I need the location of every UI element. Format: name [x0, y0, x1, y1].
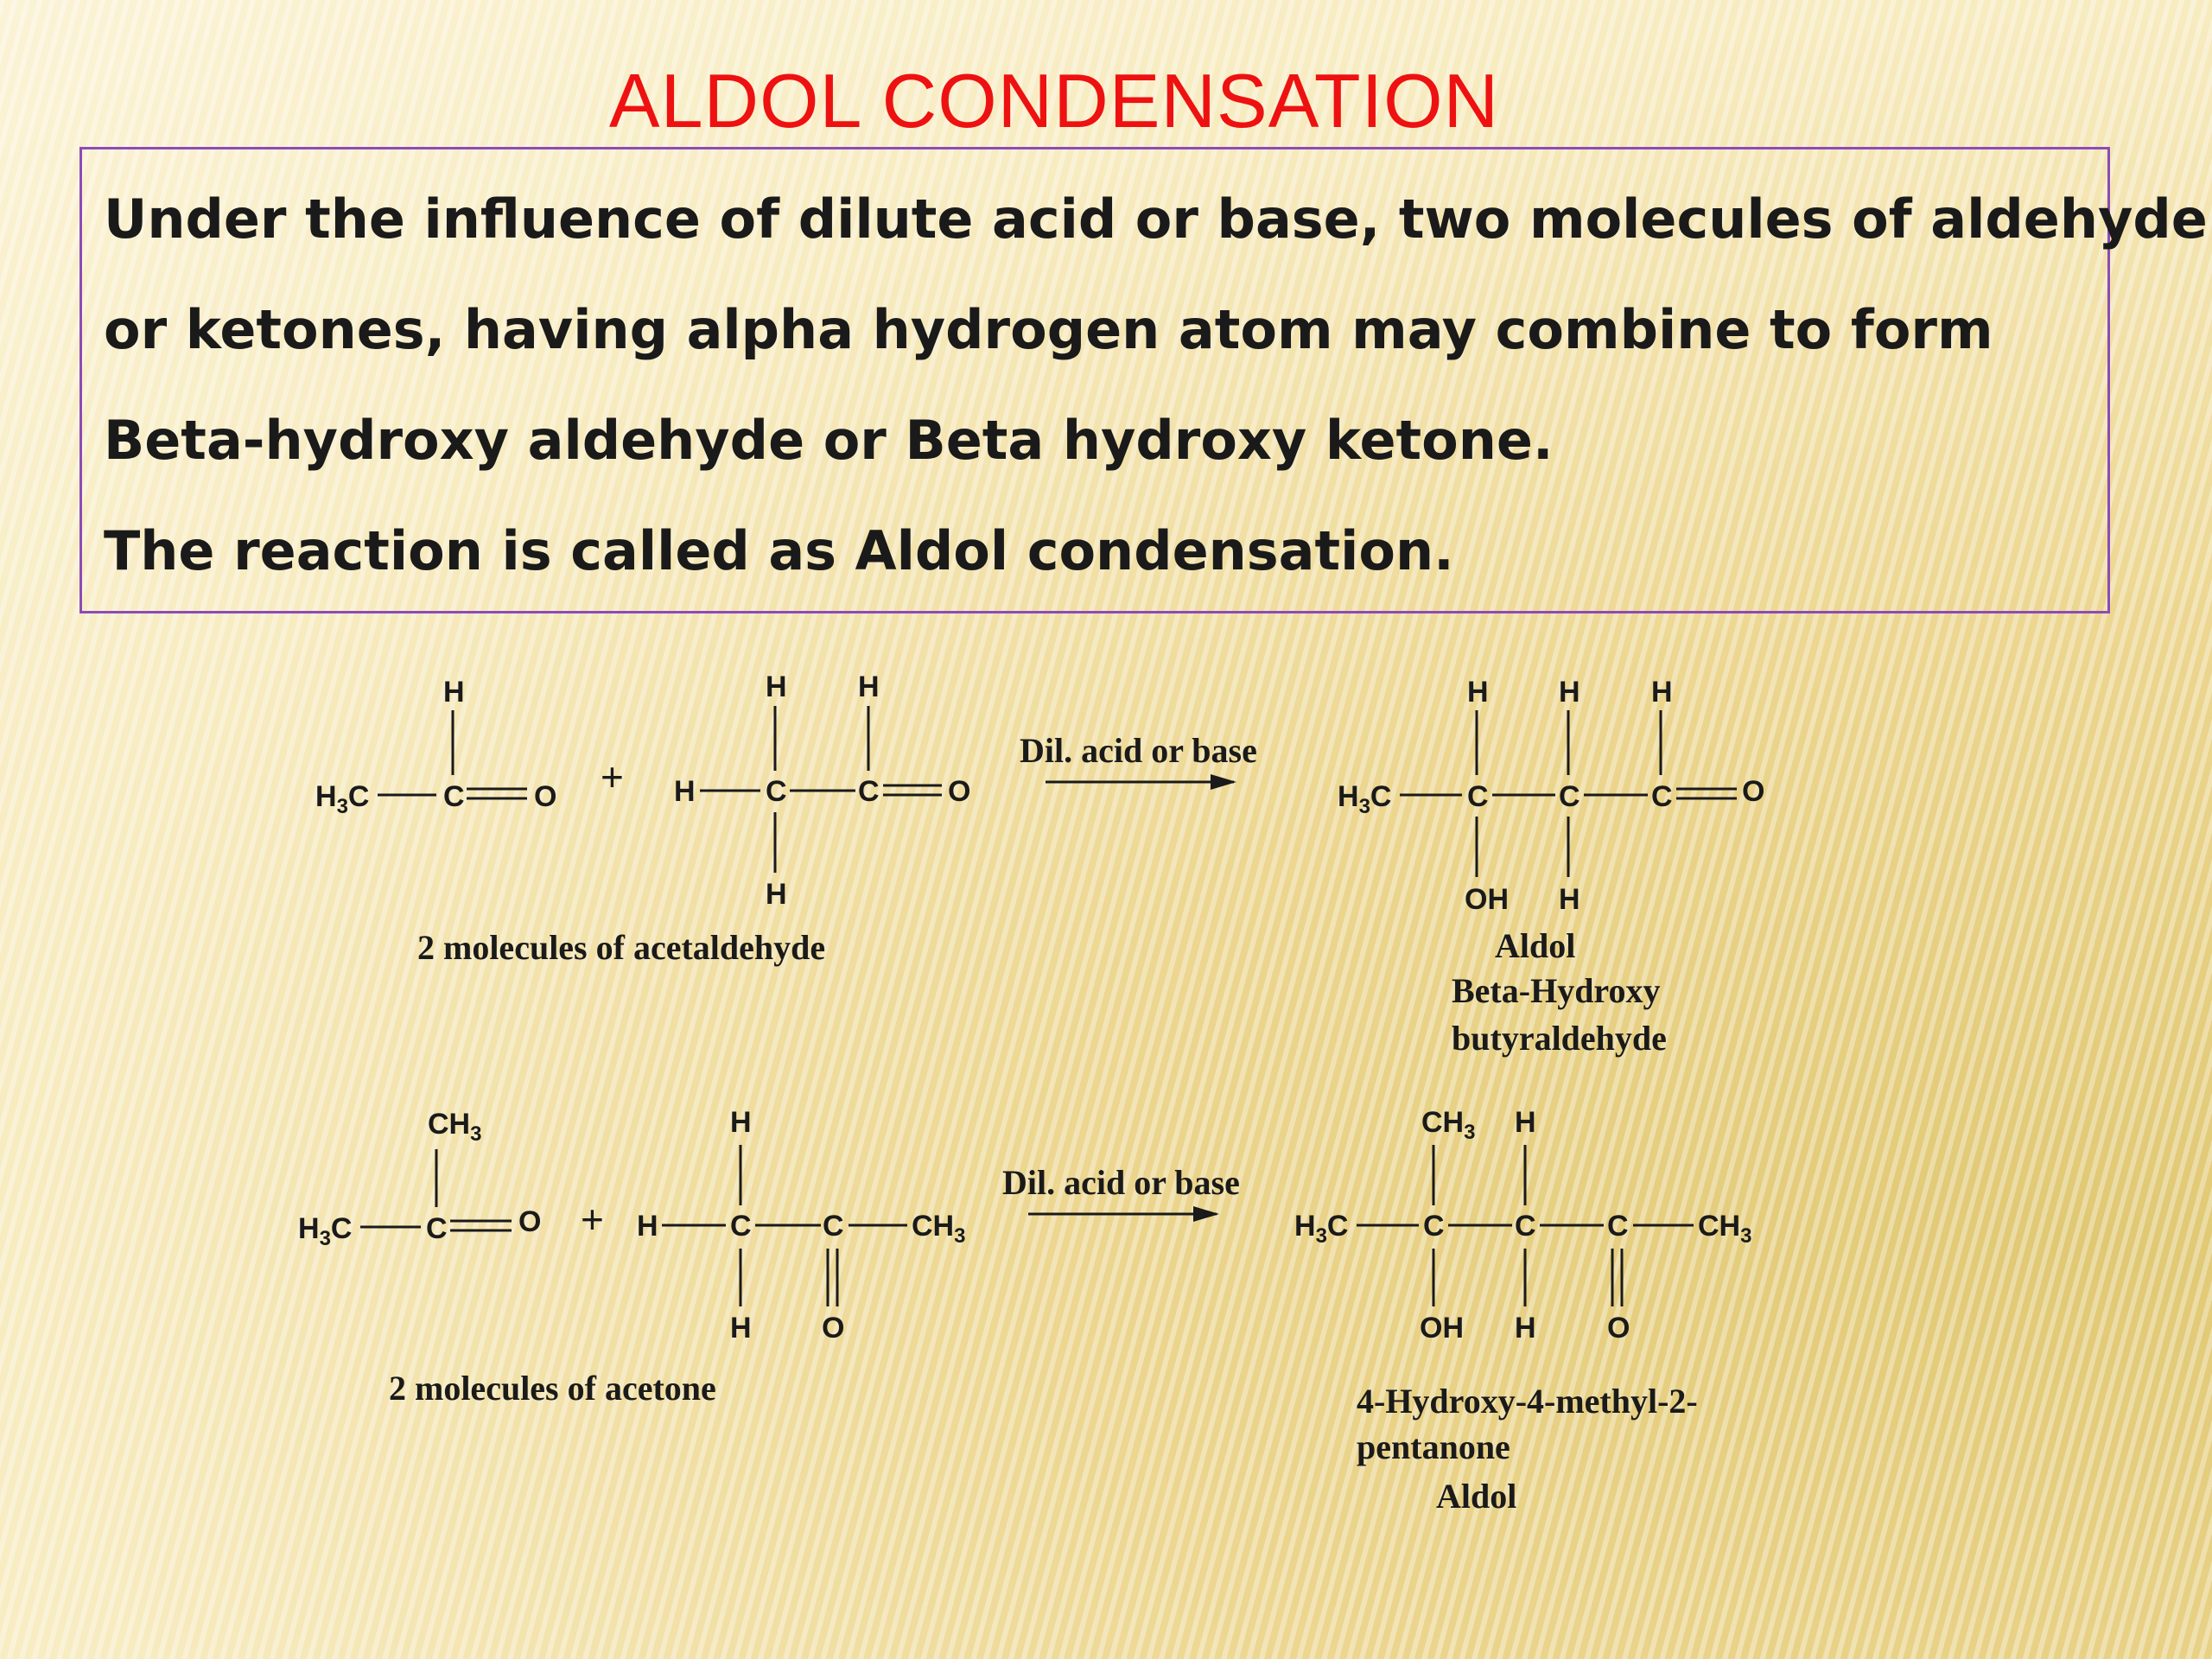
reaction-1	[315, 671, 1764, 1058]
definition-line-3: Beta-hydroxy aldehyde or Beta hydroxy ketone.	[104, 409, 1554, 472]
product-caption-2: pentanone	[1357, 1427, 1510, 1466]
carbon-atom: C	[1515, 1210, 1536, 1243]
hydrogen-atom: H	[1467, 676, 1489, 709]
hydrogen-atom: H	[1651, 676, 1673, 709]
hydrogen-atom: H	[730, 1106, 752, 1139]
acetaldehyde-molecule-1	[315, 676, 556, 818]
carbon-atom: C	[1467, 780, 1489, 813]
carbon-atom: C	[426, 1212, 448, 1245]
hydrogen-atom: H	[766, 878, 787, 911]
oxygen-atom: O	[534, 780, 557, 813]
oxygen-atom: O	[1607, 1312, 1630, 1344]
hydrogen-atom: H	[766, 671, 787, 703]
product-caption-3: Aldol	[1436, 1477, 1517, 1516]
reactant-caption: 2 molecules of acetone	[389, 1369, 716, 1408]
reaction-2	[298, 1106, 1751, 1516]
hydrogen-atom: H	[1559, 676, 1580, 709]
carbon-atom: C	[1651, 780, 1673, 813]
hydrogen-atom: H	[637, 1210, 658, 1243]
carbon-atom: C	[1423, 1210, 1445, 1243]
definition-line-1: Under the influence of dilute acid or base, two molecules of aldehyde	[104, 188, 2208, 251]
carbon-atom: C	[730, 1210, 752, 1243]
definition-line-4: The reaction is called as Aldol condensation.	[104, 519, 1454, 582]
carbon-atom: C	[443, 780, 465, 813]
hydrogen-atom: H	[858, 671, 880, 703]
acetone-molecule-2	[637, 1106, 965, 1344]
product-caption-1: 4-Hydroxy-4-methyl-2-	[1357, 1382, 1698, 1421]
reactant-caption: 2 molecules of acetaldehyde	[417, 928, 826, 967]
plus-sign: +	[581, 1197, 604, 1242]
slide-title: ALDOL CONDENSATION	[608, 58, 1500, 143]
hydrogen-atom: H	[1515, 1106, 1536, 1139]
carbon-atom: C	[1607, 1210, 1629, 1243]
methyl-group: $CH_3$	[428, 1108, 482, 1146]
hydrogen-atom: H	[1515, 1312, 1536, 1344]
hydrogen-atom: H	[674, 775, 696, 808]
oxygen-atom: O	[518, 1205, 542, 1238]
h3c-group: $H_3C$	[1294, 1210, 1349, 1248]
aldol-product-1	[1338, 676, 1764, 916]
aldol-product-2	[1294, 1106, 1751, 1344]
carbon-atom: C	[823, 1210, 844, 1243]
carbon-atom: C	[858, 775, 880, 808]
acetaldehyde-molecule-2	[674, 671, 970, 911]
h3c-group: $H_3C$	[1338, 780, 1392, 818]
reaction-condition: Dil. acid or base	[1020, 731, 1257, 770]
carbon-atom: C	[766, 775, 787, 808]
carbon-atom: C	[1559, 780, 1580, 813]
methyl-group: $CH_3$	[1421, 1106, 1476, 1144]
definition-line-2: or ketones, having alpha hydrogen atom may combine to form	[104, 298, 1993, 361]
hydroxyl-group: OH	[1420, 1312, 1464, 1344]
h3c-group: $H_3C$	[315, 780, 370, 818]
methyl-group: $CH_3$	[912, 1210, 966, 1248]
hydrogen-atom: H	[1559, 883, 1580, 916]
product-caption-3: butyraldehyde	[1452, 1019, 1667, 1058]
reaction-condition: Dil. acid or base	[1002, 1163, 1240, 1202]
hydroxyl-group: OH	[1465, 883, 1509, 916]
hydrogen-atom: H	[730, 1312, 752, 1344]
plus-sign: +	[601, 754, 624, 799]
h3c-group: $H_3C$	[298, 1212, 353, 1250]
oxygen-atom: O	[948, 775, 971, 808]
product-caption-2: Beta-Hydroxy	[1452, 971, 1661, 1010]
methyl-group: $CH_3$	[1698, 1210, 1752, 1248]
hydrogen-atom: H	[443, 676, 465, 709]
acetone-molecule-1	[298, 1108, 541, 1250]
oxygen-atom: O	[1742, 775, 1765, 808]
oxygen-atom: O	[822, 1312, 845, 1344]
product-caption-1: Aldol	[1495, 926, 1576, 965]
